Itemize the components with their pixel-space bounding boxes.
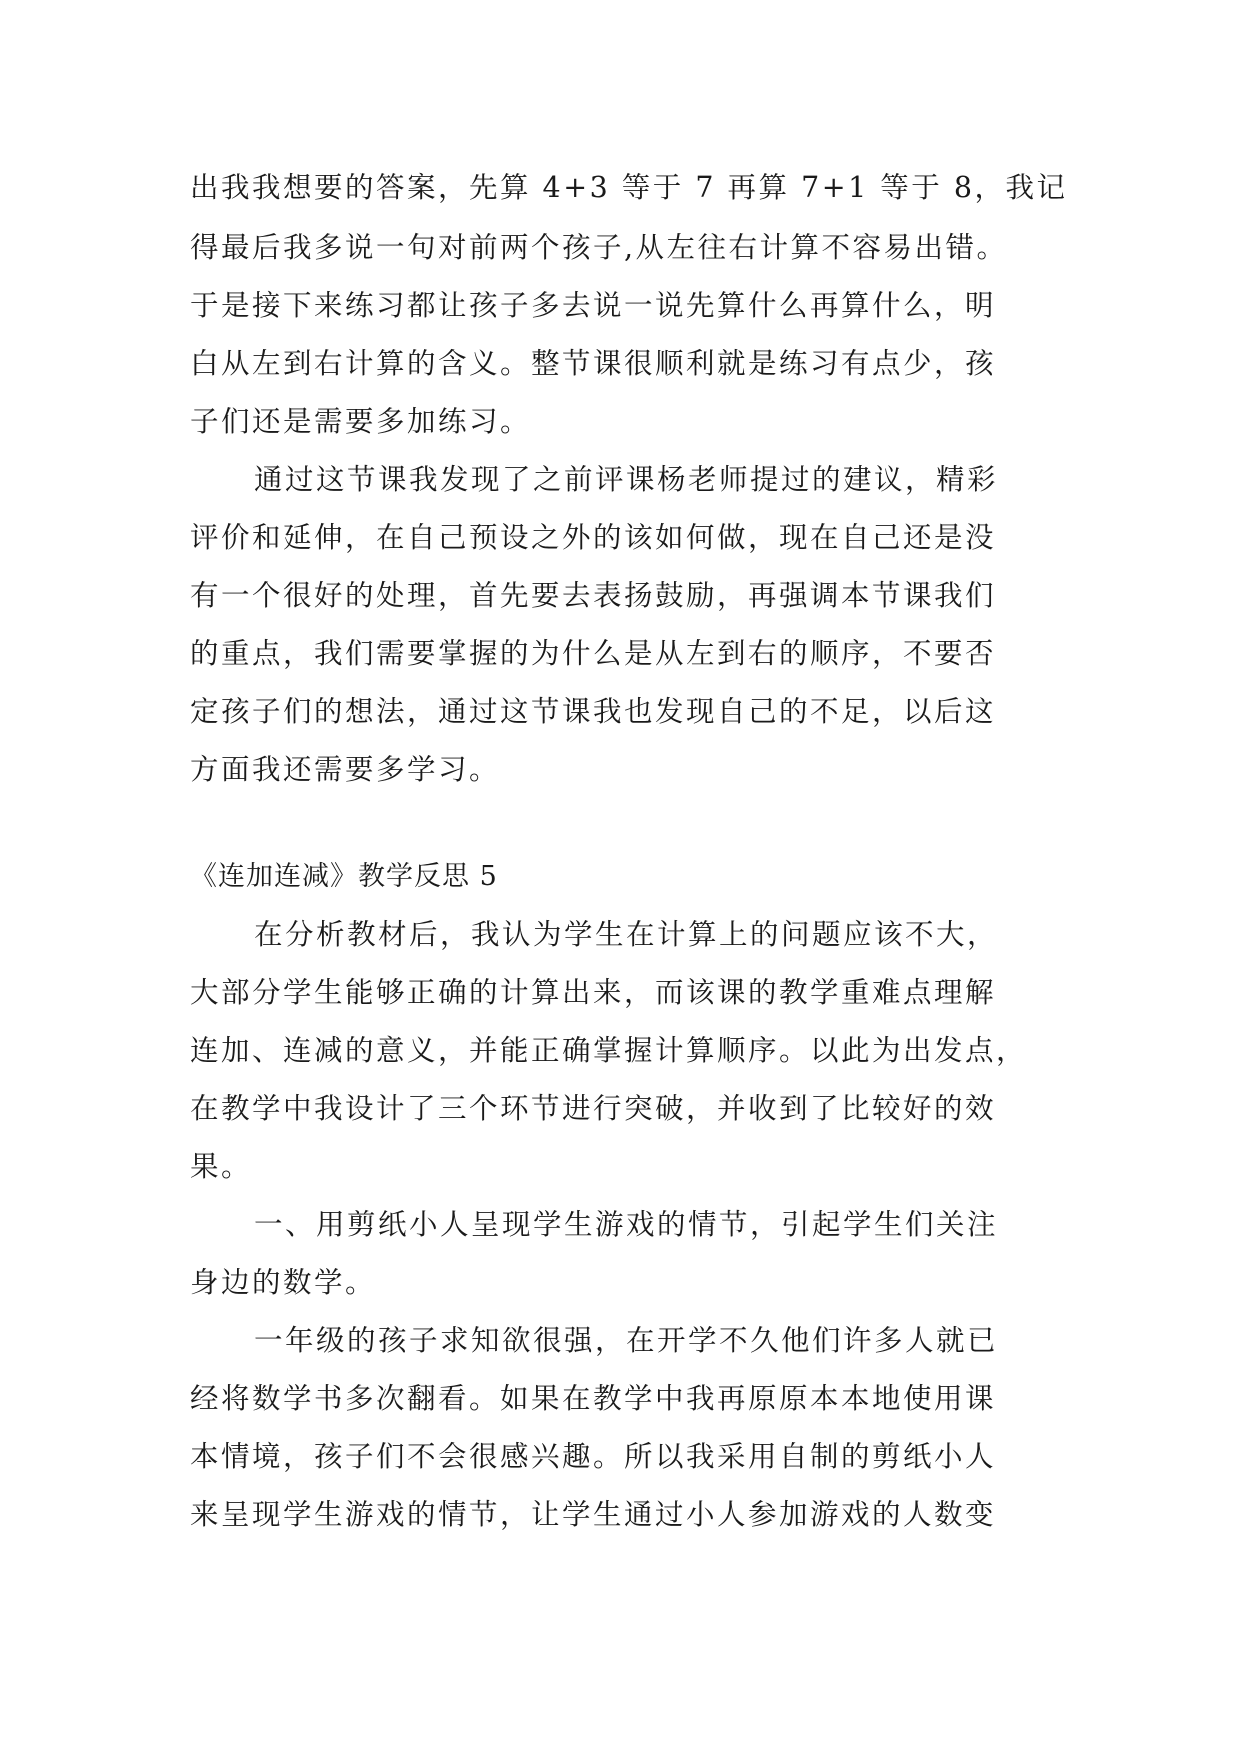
paragraph-line: 本情境，孩子们不会很感兴趣。所以我采用自制的剪纸小人 xyxy=(190,1440,997,1473)
paragraph-line: 子们还是需要多加练习。 xyxy=(190,405,532,438)
paragraph-line: 一、用剪纸小人呈现学生游戏的情节，引起学生们关注 xyxy=(254,1208,999,1241)
paragraph-line: 方面我还需要多学习。 xyxy=(190,753,501,786)
paragraph-line: 经将数学书多次翻看。如果在教学中我再原原本本地使用课 xyxy=(190,1382,997,1415)
paragraph-line: 连加、连减的意义，并能正确掌握计算顺序。以此为出发点， xyxy=(190,1034,1028,1067)
paragraph-line: 一年级的孩子求知欲很强，在开学不久他们许多人就已 xyxy=(254,1324,999,1357)
paragraph-line: 来呈现学生游戏的情节，让学生通过小人参加游戏的人数变 xyxy=(190,1498,997,1531)
paragraph-line: 定孩子们的想法，通过这节课我也发现自己的不足，以后这 xyxy=(190,695,997,728)
paragraph-line: 白从左到右计算的含义。整节课很顺利就是练习有点少，孩 xyxy=(190,347,997,380)
paragraph-line: 得最后我多说一句对前两个孩子,从左往右计算不容易出错。 xyxy=(190,231,1008,264)
paragraph-line: 评价和延伸，在自己预设之外的该如何做，现在自己还是没 xyxy=(190,521,997,554)
paragraph-line: 有一个很好的处理，首先要去表扬鼓励，再强调本节课我们 xyxy=(190,579,997,612)
paragraph-line: 于是接下来练习都让孩子多去说一说先算什么再算什么，明 xyxy=(190,289,997,322)
paragraph-line: 的重点，我们需要掌握的为什么是从左到右的顺序，不要否 xyxy=(190,637,997,670)
section-heading: 《连加连减》教学反思 5 xyxy=(190,861,498,892)
paragraph-line: 出我我想要的答案，先算 4+3 等于 7 再算 7+1 等于 8，我记 xyxy=(190,171,1068,204)
paragraph-line: 通过这节课我发现了之前评课杨老师提过的建议，精彩 xyxy=(254,463,999,496)
paragraph-line: 大部分学生能够正确的计算出来，而该课的教学重难点理解 xyxy=(190,976,997,1009)
paragraph-line: 在分析教材后，我认为学生在计算上的问题应该不大， xyxy=(254,918,999,951)
paragraph-line: 果。 xyxy=(190,1150,253,1183)
paragraph-line: 在教学中我设计了三个环节进行突破，并收到了比较好的效 xyxy=(190,1092,997,1125)
paragraph-line: 身边的数学。 xyxy=(190,1266,377,1299)
